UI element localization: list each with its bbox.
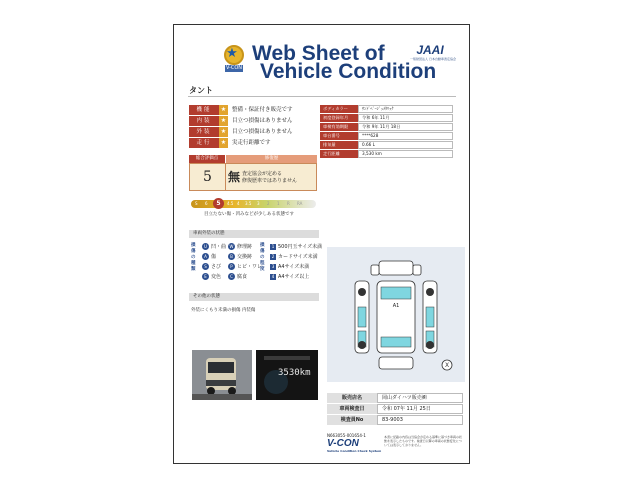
sheet-title-line1: Web Sheet of	[252, 42, 385, 65]
dealer-table	[327, 393, 463, 426]
spec-value: ｻﾝﾄﾞﾍﾞｰｼﾞｭﾒﾀﾘｯｸ	[358, 105, 453, 113]
dealer-value: 83-9003	[377, 415, 463, 425]
dealer-value: 令和 07年 11月 25日	[377, 404, 463, 414]
dealer-row	[327, 393, 463, 403]
legend-item: E 変色	[202, 273, 221, 280]
jaai-mark: JAAI	[416, 43, 444, 57]
grade-box	[189, 155, 317, 191]
condition-row	[189, 127, 317, 137]
damage-code-icon: P	[228, 263, 235, 270]
condition-text: 実走行距離です	[232, 140, 271, 146]
condition-row	[189, 138, 317, 148]
legend-item: 2 カードサイズ未満	[271, 253, 318, 260]
sheet-code: N663055-001654-1	[327, 433, 366, 438]
scale-item: 3.5	[245, 201, 252, 206]
vehicle-name: タント	[189, 86, 213, 95]
condition-row	[189, 116, 317, 126]
damage-code-icon: U	[202, 243, 209, 250]
legend-item: 1 500円玉サイズ未満	[271, 243, 323, 250]
damage-code-icon: W	[229, 244, 234, 249]
grade-scale-note: 目立たない傷・凹みなどが少しある状態です	[204, 212, 294, 217]
damage-level-icon: 1	[271, 243, 275, 249]
car-outline-diagram	[327, 247, 465, 382]
spec-value: 令和 9年 11月 18日	[358, 123, 453, 131]
damage-code-icon: A	[202, 253, 209, 260]
legend-item: A 傷	[202, 253, 216, 260]
spec-value: 令和 6年 11月	[358, 114, 453, 122]
spec-row	[320, 123, 453, 131]
condition-text: 目立つ損傷はありません	[232, 129, 293, 135]
spec-value: 0.66 L	[358, 141, 453, 149]
spec-row	[320, 141, 453, 149]
spec-label: 排気量	[320, 141, 358, 149]
other-condition-header: その他の状態	[189, 293, 319, 301]
condition-label: 外装	[189, 127, 219, 137]
scale-item: RA	[297, 201, 303, 206]
condition-row	[189, 105, 317, 115]
legend-item: B 交換跡	[228, 253, 252, 260]
damage-legend-header: 車両外装の状態	[189, 230, 319, 238]
scale-selected: 5	[213, 198, 224, 209]
repair-history-mark: 無	[227, 170, 240, 184]
condition-label: 走行	[189, 138, 219, 148]
legend-item: 4 A4サイズ以上	[271, 273, 310, 280]
other-condition-text: 外装にくもり未満の損傷 内装傷	[191, 308, 256, 313]
legend-item: 3 A4サイズ未満	[271, 263, 310, 270]
spec-label: 走行距離	[320, 150, 358, 158]
damage-mark: A1	[392, 303, 400, 309]
condition-summary	[189, 105, 317, 149]
repair-history-note: 査定協会が定める 修復歴車ではありません	[242, 171, 298, 184]
spec-value: ****628	[358, 132, 453, 140]
disclaimer: 本書に記載の内容は当協会が定める基準に基づき車両の状態を表示したものです。検査日以降の車両の状態変化については表示しておりません。	[384, 435, 463, 447]
spec-label: ボディカラー	[320, 105, 358, 113]
vehicle-damage-diagram	[327, 247, 465, 382]
scale-item: 2	[267, 201, 270, 206]
scale-item: R	[287, 201, 290, 206]
vehicle-photo[interactable]	[192, 350, 252, 400]
spec-label: 車台番号	[320, 132, 358, 140]
grade-score-header: 総合評価点	[189, 155, 225, 163]
spec-row	[320, 105, 453, 113]
spec-label: 初度登録年月	[320, 114, 358, 122]
vcon-footer-logo: V-CON	[327, 438, 359, 449]
damage-code-icon: C	[228, 273, 235, 280]
scale-item: 1	[277, 201, 280, 206]
spec-row	[320, 150, 453, 158]
car-photo-image	[192, 350, 252, 400]
condition-text: 整備・保証付き販売です	[232, 107, 293, 113]
damage-code-icon: E	[202, 273, 209, 280]
grade-scale	[191, 200, 316, 208]
legend-item: P ヒビ・ワレ	[228, 263, 262, 270]
dealer-label: 車両検査日	[327, 404, 377, 414]
legend-item: W 修理跡	[229, 244, 253, 250]
jaai-subtitle: 一般財団法人 日本自動車査定協会	[410, 57, 456, 61]
star-icon: ★	[220, 139, 227, 146]
dealer-value: 岡山ダイハツ販売㈱	[377, 393, 463, 403]
legend-group1-title: 損傷の種類	[191, 243, 196, 272]
vcon-logo: ★ V-CON	[225, 46, 243, 71]
dealer-row	[327, 415, 463, 425]
odometer-photo[interactable]	[256, 350, 318, 400]
vehicle-condition-sheet	[173, 24, 470, 464]
spec-label: 車検有効期限	[320, 123, 358, 131]
condition-label: 機能	[189, 105, 219, 115]
scale-item: 4	[237, 201, 240, 206]
vcon-footer-subtitle: Vehicle Condition Check System	[327, 449, 382, 453]
odometer-reading: 3530km	[278, 368, 311, 378]
condition-text: 目立つ損傷はありません	[232, 118, 293, 124]
close-label: X	[444, 362, 450, 369]
dealer-label: 検査員No	[327, 415, 377, 425]
vcon-badge: V-CON	[225, 65, 243, 71]
dealer-row	[327, 404, 463, 414]
dealer-label: 販売店名	[327, 393, 377, 403]
jaai-logo	[410, 43, 456, 61]
damage-level-icon: 3	[271, 263, 275, 269]
spec-row	[320, 114, 453, 122]
damage-level-icon: 2	[271, 253, 275, 259]
scale-item: S	[195, 201, 198, 206]
legend-item: S さび	[202, 263, 221, 270]
scale-item: 6	[205, 201, 208, 206]
spec-row	[320, 132, 453, 140]
star-icon: ★	[220, 106, 227, 113]
legend-item: U 凹・曲	[202, 243, 226, 250]
legend-item: C 腐食	[228, 273, 247, 280]
scale-item: 4.5	[227, 201, 234, 206]
divider	[188, 96, 456, 97]
star-icon: ★	[220, 117, 227, 124]
damage-code-icon: B	[228, 253, 235, 260]
sheet-title-line2: Vehicle Condition	[260, 60, 437, 83]
damage-level-icon: 4	[271, 273, 275, 279]
grade-score: 5	[190, 164, 226, 190]
scale-item: 3	[257, 201, 260, 206]
legend-group2-title: 損傷の程度	[260, 243, 265, 272]
spec-table	[320, 105, 453, 159]
spec-value: 3,530 km	[358, 150, 453, 158]
star-icon: ★	[220, 128, 227, 135]
damage-code-icon: S	[202, 263, 209, 270]
repair-history-header: 修復歴	[226, 155, 317, 163]
condition-label: 内装	[189, 116, 219, 126]
